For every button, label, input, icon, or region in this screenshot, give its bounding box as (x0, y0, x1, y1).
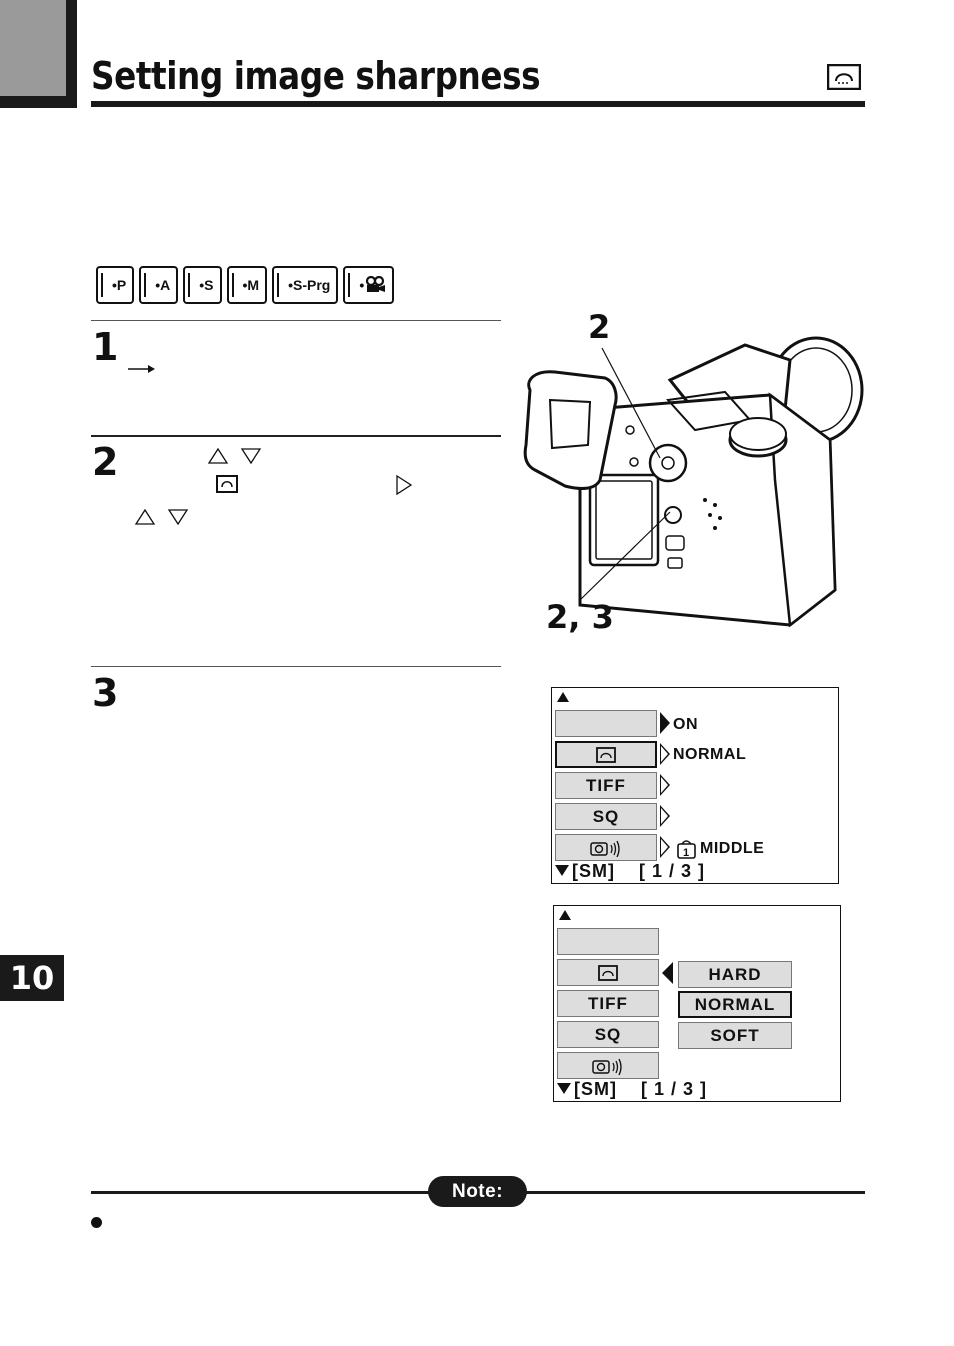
mode-badge-p: •P (96, 266, 134, 304)
menu-tab-sq[interactable]: SQ (557, 1021, 659, 1048)
page-title: Setting image sharpness (91, 54, 541, 98)
camera-illustration (520, 300, 870, 630)
mode-badge-s: •S (183, 266, 221, 304)
menu-tab[interactable] (557, 928, 659, 955)
menu-screen-2 (553, 905, 841, 1102)
right-arrow-icon (128, 364, 156, 374)
menu-footer: [SM] [ 1 / 3 ] (555, 861, 705, 882)
submenu-arrow-icon (660, 805, 670, 827)
corner-tab (0, 0, 77, 108)
menu-tab-camera-sound[interactable] (557, 1052, 659, 1079)
callout-label: 2 (588, 308, 611, 346)
menu-tab-sharpness[interactable] (557, 959, 659, 986)
menu-tab-sharpness[interactable] (555, 741, 657, 768)
right-triangle-icon (395, 474, 413, 496)
option-normal[interactable]: NORMAL (678, 991, 792, 1018)
option-soft[interactable]: SOFT (678, 1022, 792, 1049)
chapter-tab: 10 (0, 955, 64, 1001)
submenu-arrow-icon (660, 712, 670, 734)
sharpness-icon (598, 965, 618, 981)
step1-rule (91, 320, 501, 321)
step3-number: 3 (92, 671, 119, 715)
callout-label: 2, 3 (546, 598, 614, 636)
scroll-down-icon (555, 865, 569, 876)
down-triangle-icon (167, 508, 189, 526)
title-rule (91, 101, 865, 107)
scroll-down-icon (557, 1083, 571, 1094)
sharpness-icon (596, 747, 616, 763)
mode-badge-movie: • (343, 266, 394, 304)
option-hard[interactable]: HARD (678, 961, 792, 988)
scroll-up-icon (557, 692, 569, 702)
step1-number: 1 (92, 325, 119, 369)
menu-tab-camera-sound[interactable] (555, 834, 657, 861)
camera-sound-icon (589, 838, 623, 858)
menu-value: MIDDLE (700, 840, 765, 857)
mode-badge-a: •A (139, 266, 178, 304)
step2-number: 2 (92, 440, 119, 484)
submenu-arrow-icon (660, 774, 670, 796)
mode-badge-m: •M (227, 266, 268, 304)
menu-tab-tiff[interactable]: TIFF (557, 990, 659, 1017)
up-triangle-icon (207, 447, 229, 465)
menu-footer: [SM] [ 1 / 3 ] (557, 1079, 707, 1100)
menu-tab-sq[interactable]: SQ (555, 803, 657, 830)
mode-badge-s-prg: •S-Prg (272, 266, 338, 304)
menu-screen-1 (551, 687, 839, 884)
back-arrow-icon (662, 962, 674, 984)
bullet-icon (91, 1217, 102, 1228)
down-triangle-icon (240, 447, 262, 465)
note-label: Note: (428, 1176, 527, 1207)
camera-sound-icon (591, 1056, 625, 1076)
svg-text:1: 1 (683, 847, 690, 859)
sharpness-icon (827, 64, 861, 90)
movie-icon (364, 276, 386, 294)
submenu-arrow-icon (660, 836, 670, 858)
menu-tab[interactable] (555, 710, 657, 737)
submenu-arrow-icon (660, 743, 670, 765)
menu-value: ON (673, 716, 698, 733)
scroll-up-icon (559, 910, 571, 920)
menu-tab-tiff[interactable]: TIFF (555, 772, 657, 799)
lock-one-icon (676, 838, 698, 860)
up-triangle-icon (134, 508, 156, 526)
step2-rule (91, 435, 501, 437)
step3-rule (91, 666, 501, 667)
menu-value: NORMAL (673, 746, 747, 763)
mode-strip (96, 266, 394, 304)
sharpness-icon (216, 475, 238, 493)
